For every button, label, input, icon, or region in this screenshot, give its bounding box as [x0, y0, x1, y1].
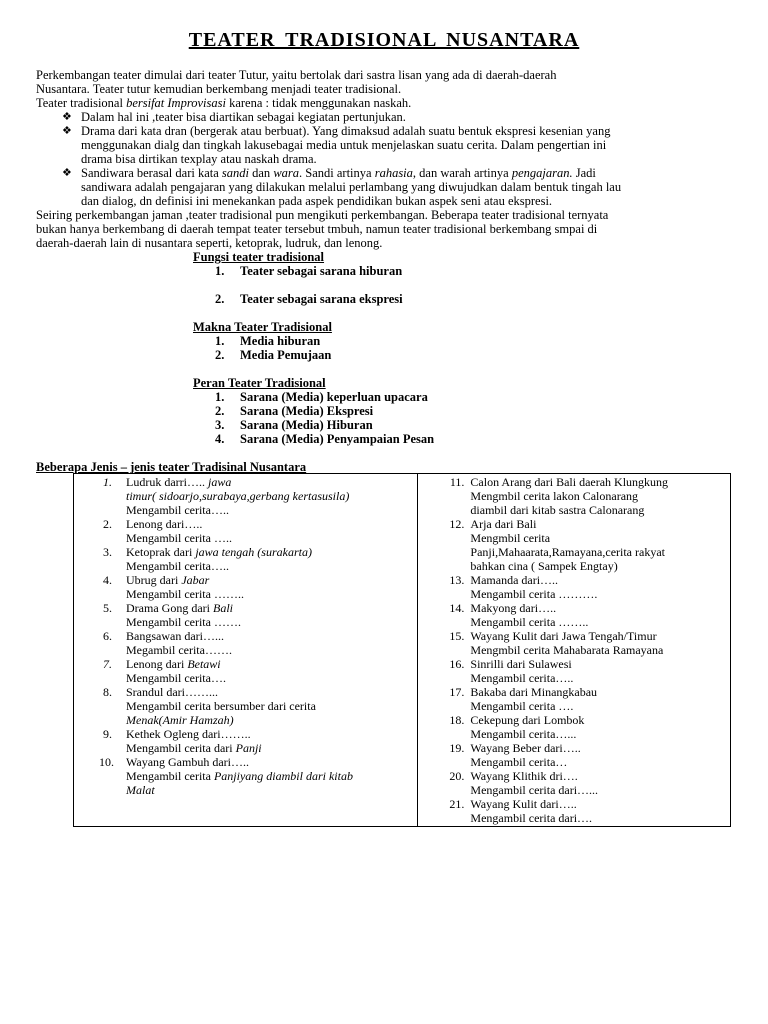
list-number: 3.: [103, 545, 112, 559]
list-item-detail: Megambil cerita…….: [126, 643, 232, 657]
bullet-text: menggunakan dialg dan tingkah lakusebagai media untuk menjelaskan suatu cerita. Dalam pengertian ini: [81, 138, 607, 152]
list-item: Teater sebagai sarana hiburan: [240, 264, 403, 278]
list-number: 2.: [103, 517, 112, 531]
list-item: Drama Gong dari Bali: [126, 601, 233, 615]
list-number: 2.: [215, 292, 225, 306]
list-item: Lenong dari…..: [126, 517, 203, 531]
list-number: 1.: [215, 390, 225, 404]
intro-line: Perkembangan teater dimulai dari teater Tutur, yaitu bertolak dari sastra lisan yang ada di daerah-daerah: [36, 68, 557, 82]
list-number: 1.: [103, 475, 112, 489]
section-heading-peran: Peran Teater Tradisional: [193, 376, 326, 390]
list-number: 1.: [215, 334, 225, 348]
intro-line: Teater tradisional bersifat Improvisasi karena : tidak menggunakan naskah.: [36, 96, 412, 110]
list-number: 2.: [215, 404, 225, 418]
list-item: Cekepung dari Lombok: [470, 713, 585, 727]
list-item: Sarana (Media) Ekspresi: [240, 404, 374, 418]
list-item: Kethek Ogleng dari……..: [126, 727, 251, 741]
list-item: Media hiburan: [240, 334, 321, 348]
paragraph-line: Seiring perkembangan jaman ,teater tradisional pun mengikuti perkembangan. Beberapa teater tradisional ternyata: [36, 208, 609, 222]
list-item-detail: Panji,Mahaarata,Ramayana,cerita rakyat: [470, 545, 665, 559]
list-number: 14.: [449, 601, 465, 615]
paragraph-line: bukan hanya berkembang di daerah tempat teater tersebut tmbuh, namun teater tradisional berkembang smpai di: [36, 222, 598, 236]
list-item: Arja dari Bali: [470, 517, 537, 531]
table-column-right: [418, 474, 731, 827]
bullet-text: drama bisa dirtikan texplay atau naskah drama.: [81, 152, 317, 166]
list-item: Ubrug dari Jabar: [126, 573, 210, 587]
bullet-text: Drama dari kata dran (bergerak atau berbuat). Yang dimaksud adalah suatu bentuk ekspresi kesenian yang: [81, 124, 611, 138]
list-number: 21.: [449, 797, 465, 811]
list-item: Sinrilli dari Sulawesi: [470, 657, 572, 671]
list-number: 10.: [99, 755, 114, 769]
list-number: 15.: [449, 629, 465, 643]
diamond-bullet-icon: ❖: [62, 111, 72, 123]
list-number: 11.: [449, 475, 465, 489]
list-item-detail: Mengambil cerita dari…...: [470, 783, 599, 797]
list-item-detail: Mengambil cerita …..: [126, 531, 232, 545]
list-number: 18.: [449, 713, 465, 727]
section-heading-fungsi: Fungsi teater tradisional: [193, 250, 325, 264]
page-title: TEATER TRADISIONAL NUSANTARA: [188, 29, 580, 51]
jenis-teater-table: [73, 473, 731, 827]
list-item-detail: Mengambil cerita bersumber dari cerita: [126, 699, 316, 713]
list-item: Bakaba dari Minangkabau: [470, 685, 598, 699]
section-heading-jenis: Beberapa Jenis – jenis teater Tradisinal Nusantara: [36, 460, 307, 474]
list-item-detail: Mengambil cerita…..: [470, 671, 574, 685]
list-item: Makyong dari…..: [470, 601, 557, 615]
list-number: 20.: [449, 769, 465, 783]
list-item-detail: Mengambil cerita dari….: [470, 811, 593, 825]
list-item: Wayang Beber dari…..: [470, 741, 581, 755]
list-item: Wayang Kulit dari…..: [470, 797, 577, 811]
list-item: Sarana (Media) keperluan upacara: [240, 390, 428, 404]
list-item-detail: Mengambil cerita Panjiyang diambil dari kitab: [126, 769, 353, 783]
list-number: 8.: [103, 685, 112, 699]
list-item: Ketoprak dari jawa tengah (surakarta): [126, 545, 312, 559]
list-number: 4.: [103, 573, 112, 587]
list-item-detail: Mengambil cerita …….: [126, 615, 241, 629]
paragraph-line: daerah-daerah lain di nusantara seperti, ketoprak, ludruk, dan lenong.: [36, 236, 383, 250]
diamond-bullet-icon: ❖: [62, 125, 72, 137]
list-item-detail: Mengambil cerita ……..: [126, 587, 244, 601]
list-item-detail: Mengmbil cerita lakon Calonarang: [470, 489, 639, 503]
list-number: 2.: [215, 348, 225, 362]
list-item-detail: Mengambil cerita dari Panji: [126, 741, 262, 755]
list-item: Ludruk darri….. jawa: [126, 475, 232, 489]
list-number: 7.: [103, 657, 112, 671]
bullet-text: Sandiwara berasal dari kata sandi dan wara. Sandi artinya rahasia, dan warah artinya pengajaran. Jadi: [81, 166, 596, 180]
list-item-detail: Mengambil cerita…..: [126, 503, 229, 517]
list-item-detail: diambil dari kitab sastra Calonarang: [470, 503, 645, 517]
list-item: Media Pemujaan: [240, 348, 332, 362]
list-item-detail: Mengambil cerita…...: [470, 727, 577, 741]
table-column-left: [74, 474, 418, 827]
list-item-detail: Mengambil cerita ……..: [470, 615, 589, 629]
list-item-detail: Mengmbil cerita: [470, 531, 551, 545]
section-heading-makna: Makna Teater Tradisional: [193, 320, 332, 334]
list-number: 5.: [103, 601, 112, 615]
list-item: Teater sebagai sarana ekspresi: [240, 292, 403, 306]
list-number: 17.: [449, 685, 465, 699]
list-number: 13.: [449, 573, 465, 587]
list-number: 16.: [449, 657, 465, 671]
list-item-detail: Menak(Amir Hamzah): [126, 713, 234, 727]
list-item: Calon Arang dari Bali daerah Klungkung: [470, 475, 669, 489]
list-number: 9.: [103, 727, 112, 741]
list-number: 6.: [103, 629, 112, 643]
list-item-detail: Mengambil cerita….: [126, 671, 226, 685]
list-item: Lenong dari Betawi: [126, 657, 221, 671]
list-item-detail: Mengambil cerita ….: [470, 699, 574, 713]
list-number: 3.: [215, 418, 225, 432]
list-item: Mamanda dari…..: [470, 573, 559, 587]
list-item: Srandul dari……...: [126, 685, 218, 699]
list-number: 4.: [215, 432, 225, 446]
list-item: Sarana (Media) Penyampaian Pesan: [240, 432, 435, 446]
list-item: Wayang Kulit dari Jawa Tengah/Timur: [470, 629, 657, 643]
list-item-detail: timur( sidoarjo,surabaya,gerbang kertasusila): [126, 489, 350, 503]
list-number: 19.: [449, 741, 465, 755]
list-item-detail: bahkan cina ( Sampek Engtay): [470, 559, 618, 573]
list-item-detail: Mengmbil cerita Mahabarata Ramayana: [470, 643, 664, 657]
intro-line: Nusantara. Teater tutur kemudian berkembang menjadi teater tradisional.: [36, 82, 402, 96]
list-number: 12.: [449, 517, 465, 531]
list-number: 1.: [215, 264, 225, 278]
list-item-detail: Mengambil cerita…: [470, 755, 568, 769]
diamond-bullet-icon: ❖: [62, 167, 72, 179]
bullet-text: sandiwara adalah pengajaran yang dilakukan melalui perlambang yang diwujudkan dalam bentuk tingah lau: [81, 180, 622, 194]
bullet-text: Dalam hal ini ,teater bisa diartikan sebagai kegiatan pertunjukan.: [81, 110, 406, 124]
bullet-text: dan dialog, dn definisi ini menekankan pada aspek pendidikan bukan aspek seni atau ekspresi.: [81, 194, 553, 208]
list-item: Wayang Gambuh dari…..: [126, 755, 249, 769]
list-item: Bangsawan dari…...: [126, 629, 224, 643]
list-item-detail: Mengambil cerita…..: [126, 559, 229, 573]
list-item: Wayang Klithik dri….: [470, 769, 578, 783]
list-item: Sarana (Media) Hiburan: [240, 418, 373, 432]
list-item-detail: Malat: [126, 783, 155, 797]
list-item-detail: Mengambil cerita ……….: [470, 587, 598, 601]
